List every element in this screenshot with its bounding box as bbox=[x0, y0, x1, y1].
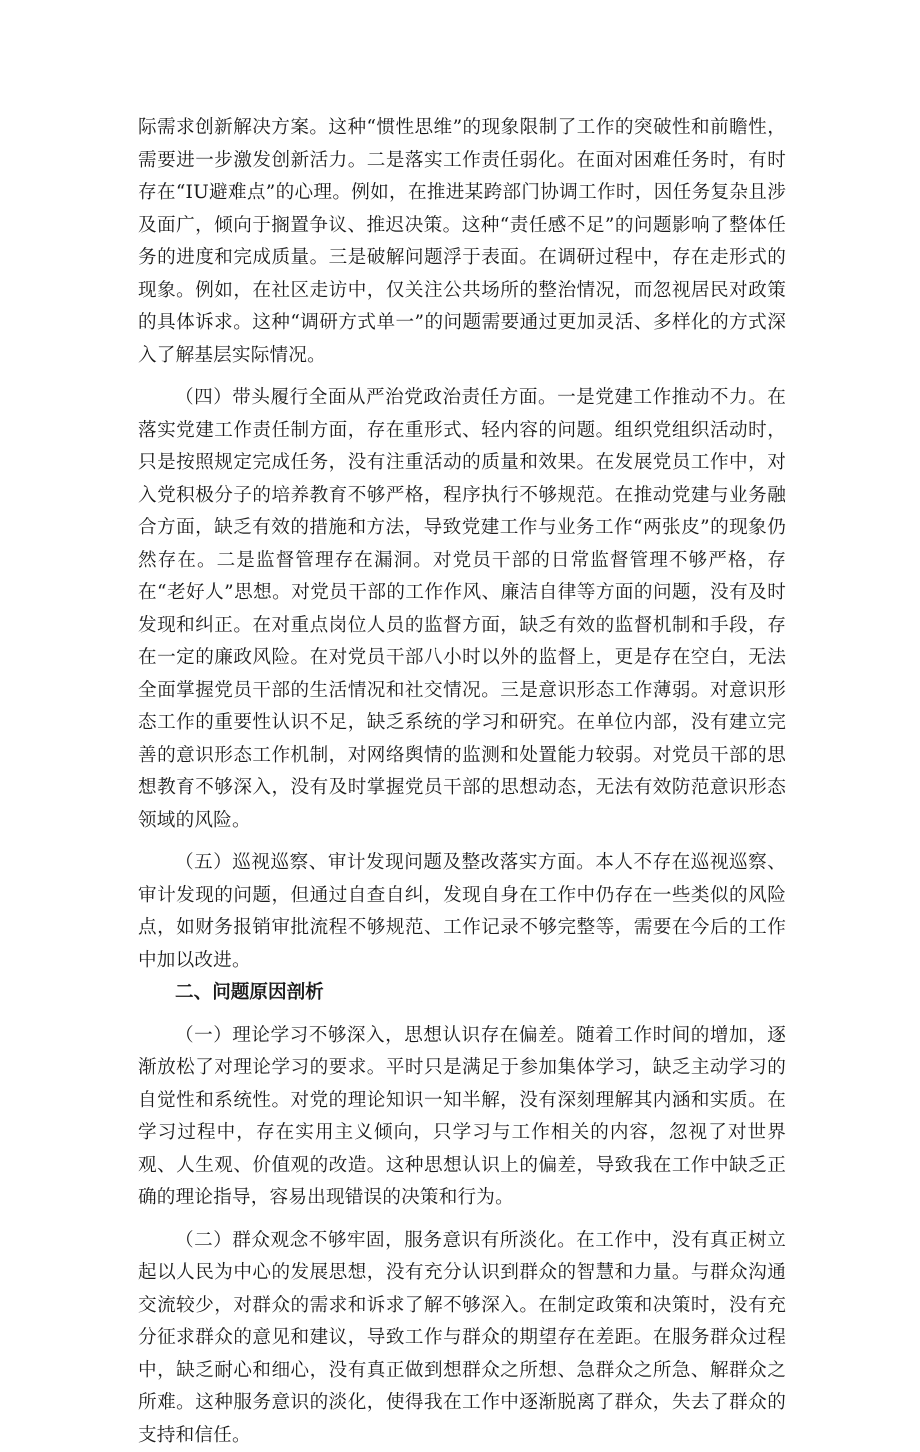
document-page bbox=[138, 112, 786, 1452]
paragraph-section-five: （五）巡视巡察、审计发现问题及整改落实方面。本人不存在巡视巡察、审计发现的问题，但通过自查自纠，发现自身在工作中仍存在一些类似的风险点，如财务报销审批流程不够规范、工作记录不够完整等，需要在今后的工作中加以改进。 bbox=[138, 847, 786, 977]
paragraph-cause-two: （二）群众观念不够牢固，服务意识有所淡化。在工作中，没有真正树立起以人民为中心的发展思想，没有充分认识到群众的智慧和力量。与群众沟通交流较少，对群众的需求和诉求了解不够深入。在制定政策和决策时，没有充分征求群众的意见和建议，导致工作与群众的期望存在差距。在服务群众过程中，缺乏耐心和细心，没有真正做到想群众之所想、急群众之所急、解群众之所难。这种服务意识的淡化，使得我在工作中逐渐脱离了群众，失去了群众的支持和信任。 bbox=[138, 1225, 786, 1452]
paragraph-cause-one: （一）理论学习不够深入，思想认识存在偏差。随着工作时间的增加，逐渐放松了对理论学习的要求。平时只是满足于参加集体学习，缺乏主动学习的自觉性和系统性。对党的理论知识一知半解，没有深刻理解其内涵和实质。在学习过程中，存在实用主义倾向，只学习与工作相关的内容，忽视了对世界观、人生观、价值观的改造。这种思想认识上的偏差，导致我在工作中缺乏正确的理论指导，容易出现错误的决策和行为。 bbox=[138, 1020, 786, 1215]
paragraph-continuation: 际需求创新解决方案。这种“惯性思维”的现象限制了工作的突破性和前瞻性，需要进一步激发创新活力。二是落实工作责任弱化。在面对困难任务时，有时存在“IU避难点”的心理。例如，在推进某跨部门协调工作时，因任务复杂且涉及面广，倾向于搁置争议、推迟决策。这种“责任感不足”的问题影响了整体任务的进度和完成质量。三是破解问题浮于表面。在调研过程中，存在走形式的现象。例如，在社区走访中，仅关注公共场所的整治情况，而忽视居民对政策的具体诉求。这种“调研方式单一”的问题需要通过更加灵活、多样化的方式深入了解基层实际情况。 bbox=[138, 112, 786, 372]
paragraph-section-four: （四）带头履行全面从严治党政治责任方面。一是党建工作推动不力。在落实党建工作责任制方面，存在重形式、轻内容的问题。组织党组织活动时，只是按照规定完成任务，没有注重活动的质量和效果。在发展党员工作中，对入党积极分子的培养教育不够严格，程序执行不够规范。在推动党建与业务融合方面，缺乏有效的措施和方法，导致党建工作与业务工作“两张皮”的现象仍然存在。二是监督管理存在漏洞。对党员干部的日常监督管理不够严格，存在“老好人”思想。对党员干部的工作作风、廉洁自律等方面的问题，没有及时发现和纠正。在对重点岗位人员的监督方面，缺乏有效的监督机制和手段，存在一定的廉政风险。在对党员干部八小时以外的监督上，更是存在空白，无法全面掌握党员干部的生活情况和社交情况。三是意识形态工作薄弱。对意识形态工作的重要性认识不足，缺乏系统的学习和研究。在单位内部，没有建立完善的意识形态工作机制，对网络舆情的监测和处置能力较弱。对党员干部的思想教育不够深入，没有及时掌握党员干部的思想动态，无法有效防范意识形态领域的风险。 bbox=[138, 382, 786, 837]
section-heading: 二、问题原因剖析 bbox=[138, 977, 786, 1010]
